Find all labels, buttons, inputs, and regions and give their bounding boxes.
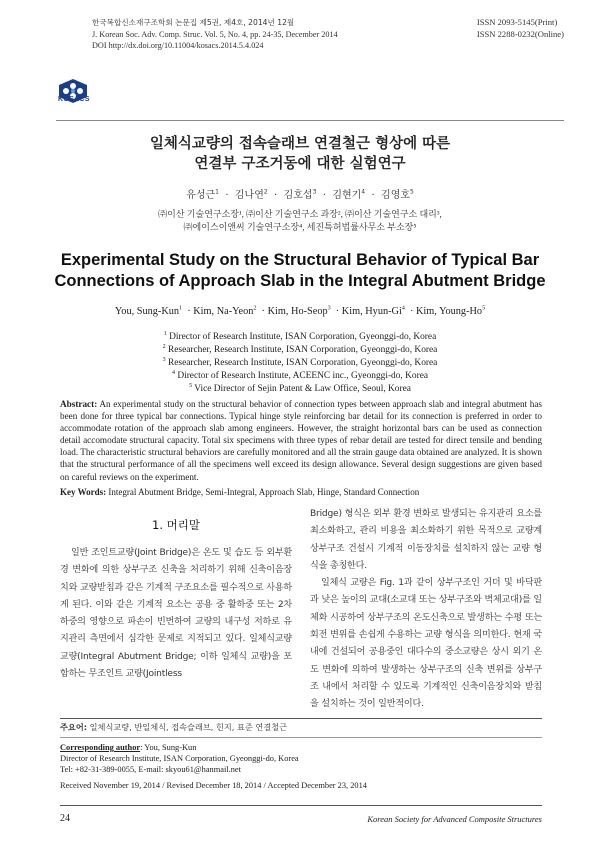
affiliation: $^5$ Vice Director of Sejin Patent & Law Office, Seoul, Korea <box>189 382 411 394</box>
received-dates: Received November 19, 2014 / Revised December 18, 2014 / Accepted December 23, 2014 <box>60 781 367 790</box>
right-column <box>310 506 542 714</box>
korean-aff-line2: ㈜에이스이앤씨 기술연구소장⁴, 세진특허법률사무소 부소장⁵ <box>183 222 417 232</box>
korean-author: 유성근$^1$ <box>186 188 219 201</box>
keywords <box>60 486 542 498</box>
doi-line: DOI http://dx.doi.org/10.11004/kosacs.2014.5.4.024 <box>92 41 264 51</box>
journal-name: Korean Society for Advanced Composite Structures <box>367 814 542 824</box>
journal-logo <box>56 78 90 108</box>
korean-title-line1: 일체식교량의 접속슬래브 연결철근 형상에 따른 <box>149 136 451 152</box>
english-author: Kim, Hyun-Gi$^4$ <box>341 305 405 317</box>
korean-keywords-label: 주요어: <box>60 722 88 732</box>
paragraph: 일반 조인트교량(Joint Bridge)은 온도 및 습도 등 외부환경 변화에 의한 상부구조 신축을 처리하기 위해 신축이음장치와 교량받침과 같은 기계적 구조요소를 필수적으로 사용하게 된다. 이와 같은 기계적 요소는 공용 중 활하중 또는 2차 하중의 영향으로 파손이 빈번하여 교량의 내구성 저하로 유지관리 측면에서 심각한 문제로 지적되고 있다. 일체식교량 교량(Integral Abutment Bridge; 이하 일체식 교량)을 포함하는 무조인트 교량(Jointless <box>60 548 292 680</box>
corresponding-name: : You, Sung-Kun <box>140 743 197 752</box>
corresponding-author <box>60 742 542 775</box>
section-heading: 1. 머리말 <box>152 518 200 532</box>
abstract-label: Abstract: <box>60 399 98 409</box>
english-affiliations <box>40 331 560 396</box>
corresponding-affiliation: Director of Research Institute, ISAN Corporation, Gyeonggi-do, Korea <box>60 754 299 763</box>
english-authors: You, Sung-Kun$^1$ · Kim, Na-Yeon$^2$ · Kim, Ho-Seop$^3$ · Kim, Hyun-Gi$^4$ · Kim, Young-Ho$^5$ <box>114 305 486 317</box>
footnote-rule <box>60 718 542 719</box>
eng-journal-line: J. Korean Soc. Adv. Comp. Struc. Vol. 5, No. 4, pp. 24-35, December 2014 <box>92 29 338 39</box>
affiliation: $^2$ Researcher, Research Institute, ISAN Corporation, Gyeonggi-do, Korea <box>162 343 438 355</box>
logo-text: KOSACS <box>58 96 90 103</box>
korean-keywords <box>60 722 542 733</box>
issn-block <box>477 17 564 40</box>
english-title-line1: Experimental Study on the Structural Behavior of Typical Bar <box>60 251 540 269</box>
korean-authors: 유성근$^1$ · 김나연$^2$ · 김호섭$^3$ · 김현기$^4$ · 김영호$^5$ <box>186 188 414 201</box>
header-rule <box>56 120 564 121</box>
english-author: Kim, Na-Yeon$^2$ <box>193 305 257 317</box>
korean-author: 김호섭$^3$ <box>283 188 317 201</box>
korean-keywords-text: 일체식교량, 반일체식, 접속슬래브, 힌지, 표준 연결철근 <box>89 722 288 732</box>
journal-header <box>92 17 338 52</box>
corresponding-contact: Tel: +82-31-389-0055, E-mail: skyou61@hanmail.net <box>60 765 241 774</box>
page-number: 24 <box>60 813 70 824</box>
abstract <box>60 398 542 483</box>
affiliation: $^4$ Director of Research Institute, ACEENC inc., Gyeonggi-do, Korea <box>171 369 429 381</box>
korean-author: 김나연$^2$ <box>234 188 268 201</box>
english-author: Kim, Ho-Seop$^3$ <box>267 305 331 317</box>
abstract-text: An experimental study on the structural behavior of connection types between approach slab and integral abutment has been done for three typical bar connections. Typical hinge style reinforcing bar detail for its connection is preferred in order to accommodate rotation of the approach slab among engineers. However, the straight horizontal bars can be used as connection detail accomodate structural capacity. Total six specimens with three types of rebar detail are tested for direct tensile and bending load. The characteristic structural behaviors are carefully monitored and all the strain gauge data obtained are analyzed. It is shown that the structural performance of all the specimens well exceed its design allowance. Several design suggestions are given based on careful reviews on the experiment. <box>60 399 542 482</box>
kor-journal-line: 한국복합신소재구조학회 논문집 제5권, 제4호, 2014년 12월 <box>92 18 295 27</box>
footer-rule <box>60 805 542 806</box>
issn-print: ISSN 2093-5145(Print) <box>476 17 558 27</box>
korean-title <box>40 134 560 174</box>
english-title <box>40 250 560 292</box>
korean-author: 김현기$^4$ <box>332 188 366 201</box>
korean-title-line2: 연결부 구조거동에 대한 실험연구 <box>194 156 406 172</box>
english-title-line2: Connections of Approach Slab in the Integral Abutment Bridge <box>54 272 546 290</box>
korean-affiliations <box>40 208 560 234</box>
korean-aff-line1: ㈜이산 기술연구소장¹, ㈜이산 기술연구소 과장², ㈜이산 기술연구소 대리³, <box>158 209 442 219</box>
affiliation: $^3$ Researcher, Research Institute, ISAN Corporation, Gyeonggi-do, Korea <box>162 356 438 368</box>
footnote-rule-2 <box>60 737 542 738</box>
korean-author: 김영호$^5$ <box>381 188 414 201</box>
affiliation: $^1$ Director of Research Institute, ISAN Corporation, Gyeonggi-do, Korea <box>163 330 437 342</box>
keywords-text: Integral Abutment Bridge, Semi-Integral, Approach Slab, Hinge, Standard Connection <box>108 487 420 497</box>
paragraph: 일체식 교량은 Fig. 1과 같이 상부구조인 거더 및 바닥판과 낮은 높이의 교대(소교대 또는 상부구조와 벽체교대)를 일체화 시공하여 상부구조의 온도신축으로 발생하는 수평 또는 회전 변위를 손쉽게 수용하는 교량 형식을 의미한다. 현재 국내에 건설되어 공용중인 대다수의 중소교량은 상시 외기 온도 변화에 의하여 발생하는 상부구조의 신축 변위를 상부구조 내에서 처리할 수 있도록 기계적인 신축이음장치와 받침을 설치하는 것이 일반적이다. <box>310 578 542 710</box>
english-author: Kim, Young-Ho$^5$ <box>416 305 486 317</box>
paragraph: Bridge) 형식은 외부 환경 변화로 발생되는 유지관리 요소를 최소화하고, 관리 비용을 최소화하기 위한 목적으로 교량계 상부구조 건설시 기계적 이동장치를 설치하지 않는 교량 형식을 총칭한다. <box>310 509 542 571</box>
left-column <box>60 545 292 683</box>
corresponding-label: Corresponding author <box>60 743 141 752</box>
english-author: You, Sung-Kun$^1$ <box>114 305 183 317</box>
issn-online: ISSN 2288-0232(Online) <box>476 28 564 39</box>
keywords-label: Key Words: <box>60 487 107 497</box>
